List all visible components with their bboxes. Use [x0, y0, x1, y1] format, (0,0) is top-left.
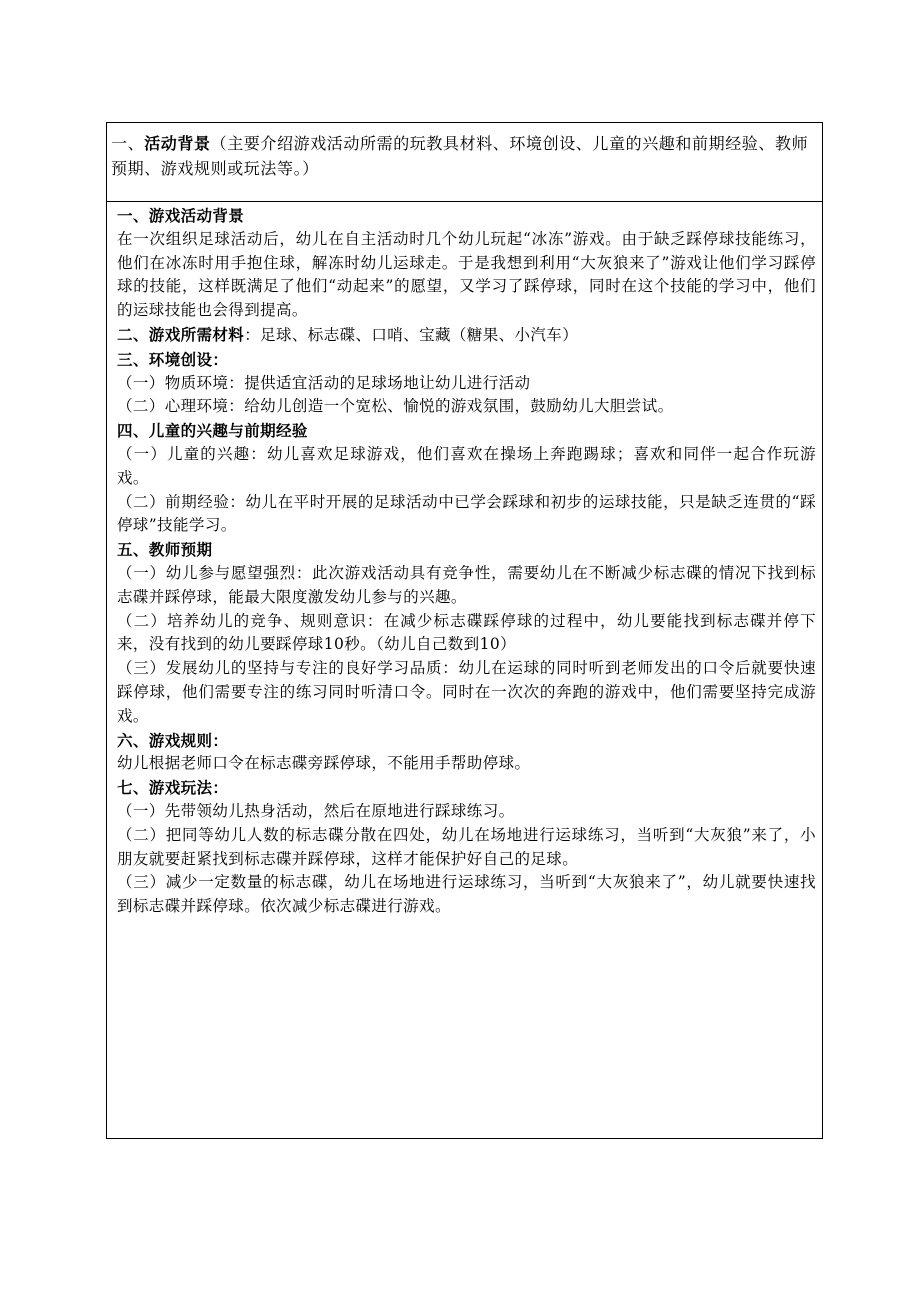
- section-7-item-3: （三）减少一定数量的标志碟，幼儿在场地进行运球练习，当听到“大灰狼来了”，幼儿就要快速找到标志碟并踩停球。依次减少标志碟进行游戏。: [117, 873, 816, 916]
- section-4-item-1: （一）儿童的兴趣：幼儿喜欢足球游戏，他们喜欢在操场上奔跑踢球；喜欢和同伴一起合作玩游戏。: [117, 444, 816, 487]
- section-6-text: 幼儿根据老师口令在标志碟旁踩停球，不能用手帮助停球。: [117, 754, 531, 773]
- section-6-heading: 六、游戏规则：: [117, 730, 229, 750]
- section-7-heading: 七、游戏玩法：: [117, 778, 229, 798]
- activity-form-table: [106, 122, 823, 1139]
- section-5-item-3: （三）发展幼儿的坚持与专注的良好学习品质：幼儿在运球的同时听到老师发出的口令后就要快速踩停球，他们需要专注的练习同时听清口令。同时在一次次的奔跑的游戏中，他们需要坚持完成游戏。: [117, 659, 816, 725]
- section-3-item-1: （一）物质环境：提供适宜活动的足球场地让幼儿进行活动: [117, 373, 531, 392]
- section-3-item-2: （二）心理环境：给幼儿创造一个宽松、愉悦的游戏氛围，鼓励幼儿大胆尝试。: [117, 397, 674, 416]
- section-5-item-1: （一）幼儿参与愿望强烈：此次游戏活动具有竞争性，需要幼儿在不断减少标志碟的情况下找到标志碟并踩停球，能最大限度激发幼儿参与的兴趣。: [117, 563, 816, 606]
- form-content-row: [107, 202, 822, 919]
- section-4-heading: 四、儿童的兴趣与前期经验: [117, 421, 308, 441]
- section-1-paragraph: 在一次组织足球活动后，幼儿在自主活动时几个幼儿玩起“冰冻”游戏。由于缺乏踩停球技能练习，他们在冰冻时用手抱住球，解冻时幼儿运球走。于是我想到利用“大灰狼来了”游戏让他们学习踩停球的技能，这样既满足了他们“动起来”的愿望，又学习了踩停球，同时在这个技能的学习中，他们的运球技能也会得到提高。: [117, 229, 816, 320]
- form-header-row: [107, 123, 822, 202]
- header-description: （主要介绍游戏活动所需的玩教具材料、环境创设、儿童的兴趣和前期经验、教师预期、游戏规则或玩法等。）: [111, 134, 809, 178]
- section-4-item-2: （二）前期经验：幼儿在平时开展的足球活动中已学会踩球和初步的运球技能，只是缺乏连贯的“踩停球”技能学习。: [117, 492, 816, 535]
- header-prefix: 一、: [111, 134, 145, 153]
- section-7-item-1: （一）先带领幼儿热身活动，然后在原地进行踩球练习。: [117, 801, 515, 820]
- section-5-heading: 五、教师预期: [117, 540, 213, 560]
- section-3-heading: 三、环境创设：: [117, 349, 229, 369]
- header-title: 活动背景: [144, 134, 211, 153]
- section-2-text: ：足球、标志碟、口哨、宝藏（糖果、小汽车）: [244, 325, 579, 344]
- section-5-item-2: （二）培养幼儿的竞争、规则意识：在减少标志碟踩停球的过程中，幼儿要能找到标志碟并停下来，没有找到的幼儿要踩停球10秒。（幼儿自己数到10）: [117, 611, 816, 654]
- section-2-line: [117, 323, 816, 348]
- section-1-heading: 一、游戏活动背景: [117, 206, 245, 225]
- section-7-item-2: （二）把同等幼儿人数的标志碟分散在四处，幼儿在场地进行运球练习，当听到“大灰狼”来了，小朋友就要赶紧找到标志碟并踩停球，这样才能保护好自己的足球。: [117, 825, 816, 868]
- section-2-label: 二、游戏所需材料: [117, 324, 245, 344]
